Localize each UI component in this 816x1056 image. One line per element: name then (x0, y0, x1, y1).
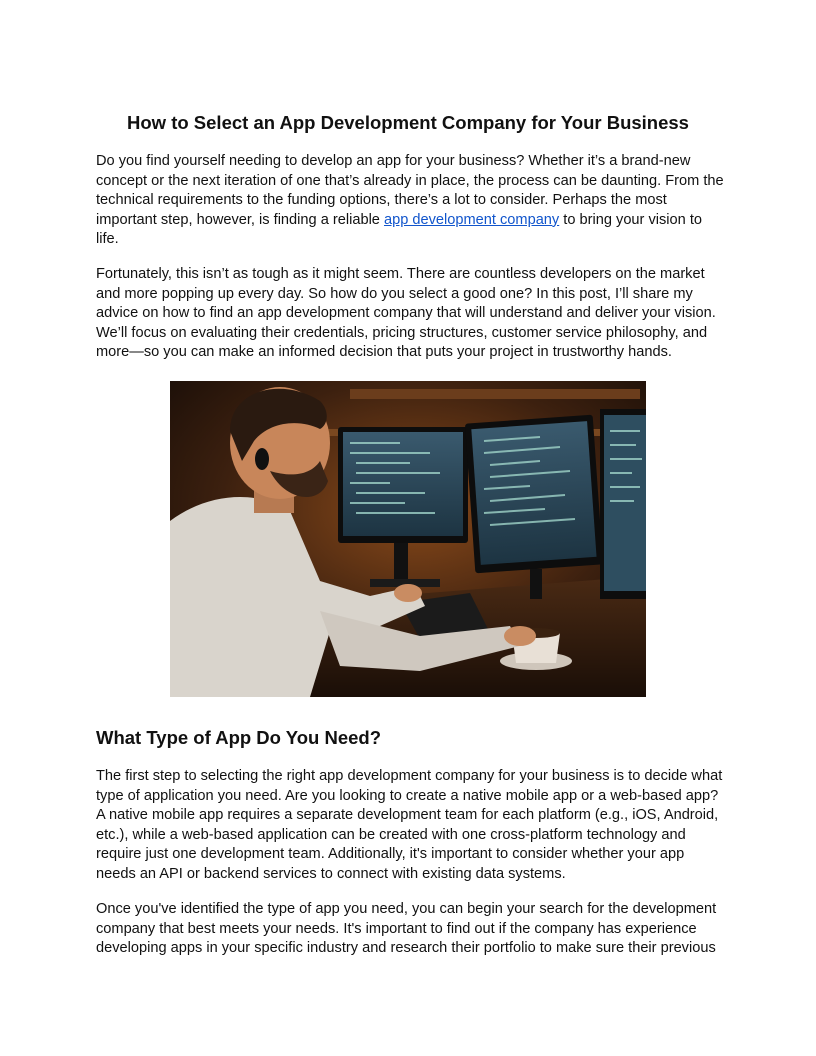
second-paragraph: Fortunately, this isn’t as tough as it might seem. There are countless developers on the market and more popping up every day. So how do you select a good one? In this post, I’ll share my advice on how to find an app development company that will understand and deliver your vision. We’ll focus on evaluating their credentials, pricing structures, customer service philosophy, and more—so you can make an informed decision that puts your project in trustworthy hands. (96, 266, 716, 361)
intro-paragraph (96, 152, 724, 250)
article-title: How to Select an App Development Company for Your Business (127, 112, 689, 133)
intro-text-after-link: to bring your vision to life. (96, 211, 703, 248)
intro-text-before-link: Do you find yourself needing to develop an app for your business? Whether it’s a brand-new concept or the next iteration of one that’s already in place, the process can be daunting. From the technical requirements to the funding options, there’s a lot to consider. Perhaps the most important step, however, is finding a reliable (96, 153, 724, 228)
section-heading: What Type of App Do You Need? (96, 727, 382, 748)
developer-at-desk-photo (170, 381, 646, 697)
third-paragraph: The first step to selecting the right app development company for your business is to decide what type of application you need. Are you looking to create a native mobile app or a web-based app? A native mobile app requires a separate development team for each platform (e.g., iOS, Android, etc.), while a web-based application can be created with one cross-platform technology and require just one development team. Additionally, it's important to consider whether your app needs an API or backend services to connect with existing data systems. (96, 768, 723, 882)
app-development-company-link[interactable]: app development company (383, 211, 560, 228)
fourth-paragraph: Once you've identified the type of app you need, you can begin your search for the development company that best meets your needs. It's important to find out if the company has experience developing apps in your specific industry and research their portfolio to make sure their previous (96, 901, 717, 957)
